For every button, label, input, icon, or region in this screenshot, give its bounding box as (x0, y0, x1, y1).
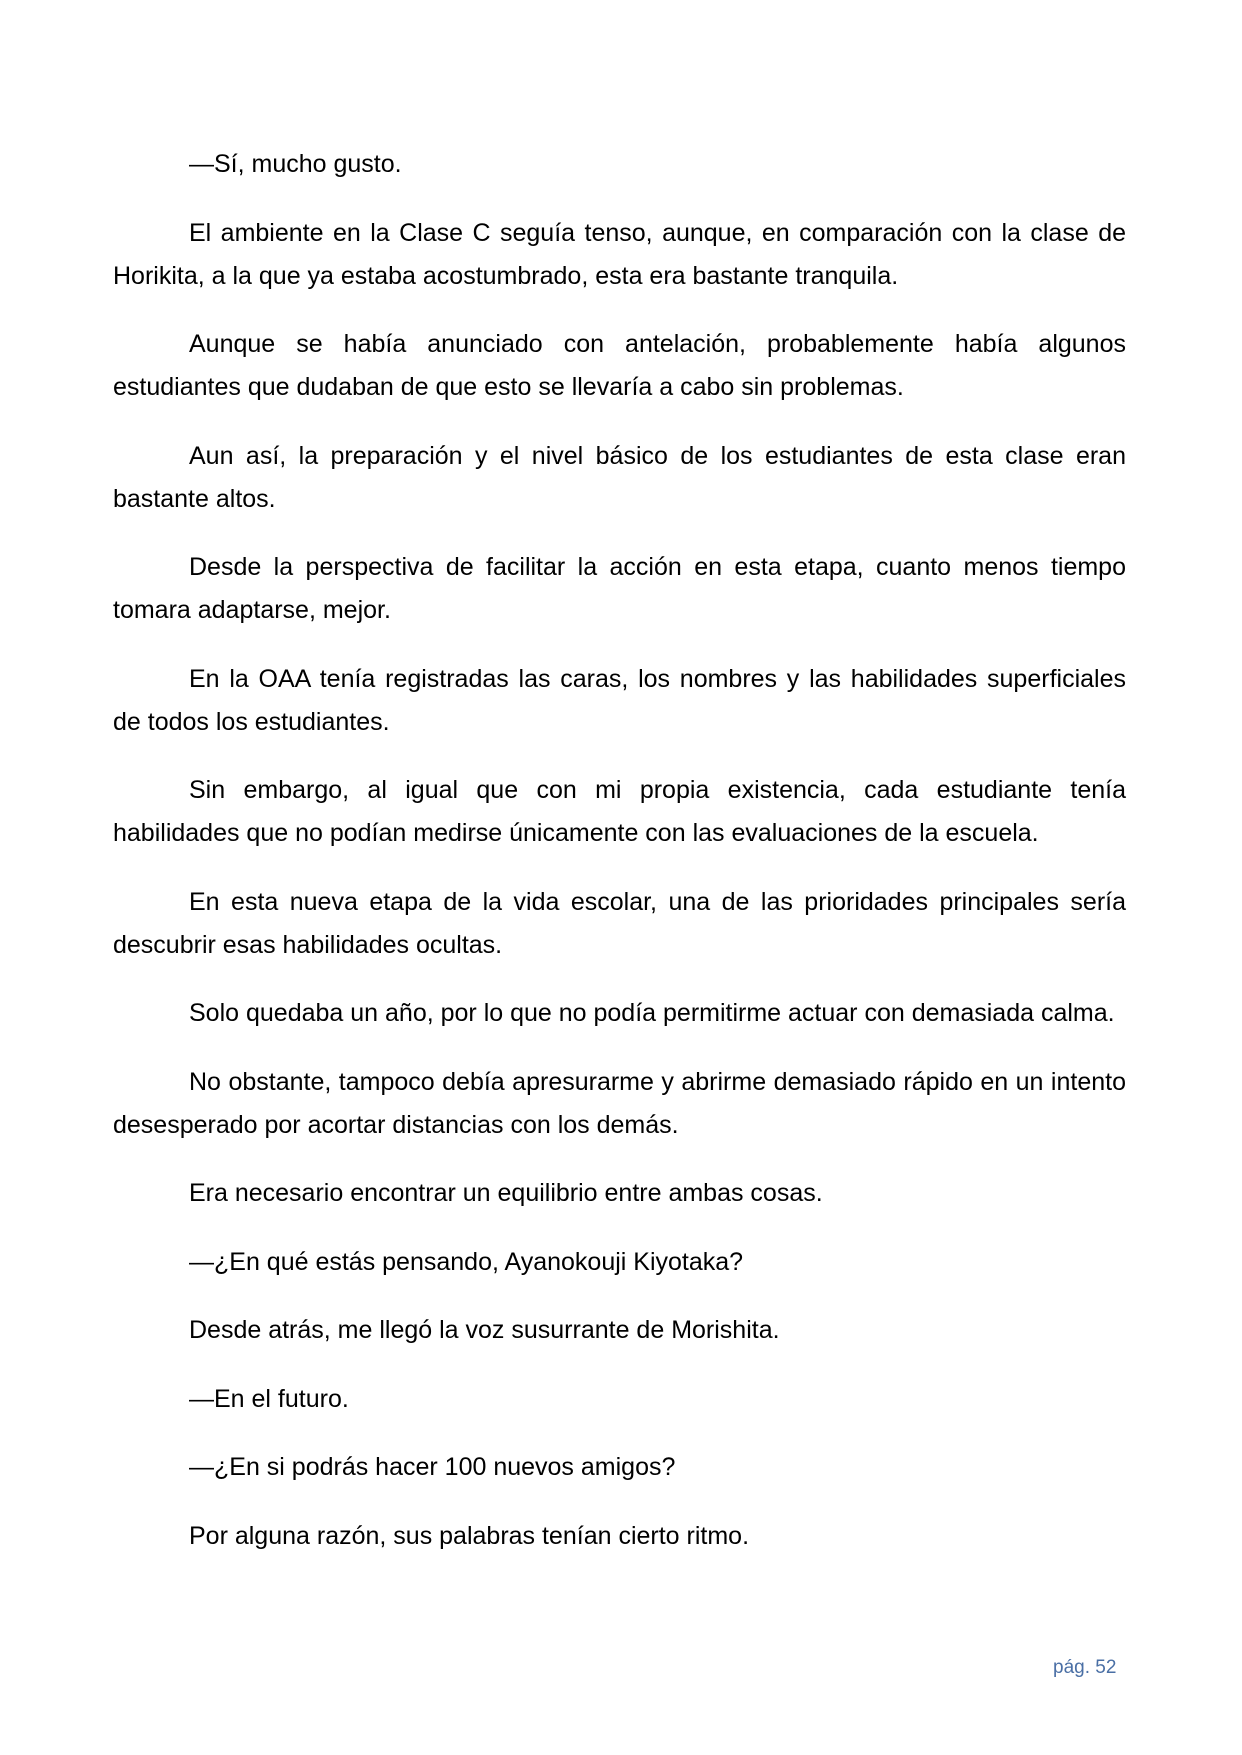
paragraph: Desde atrás, me llegó la voz susurrante de Morishita. (189, 1316, 780, 1344)
paragraph: El ambiente en la Clase C seguía tenso, aunque, en comparación con la clase de Horikita, a la que ya estaba acostumbrado, esta era bastante tranquila. (113, 218, 1126, 290)
paragraph: —En el futuro. (189, 1384, 349, 1413)
paragraph: En la OAA tenía registradas las caras, los nombres y las habilidades superficiales de todos los estudiantes. (113, 664, 1126, 736)
paragraph: Aun así, la preparación y el nivel básico de los estudiantes de esta clase eran bastante altos. (113, 441, 1126, 513)
paragraph: No obstante, tampoco debía apresurarme y abrirme demasiado rápido en un intento desesperado por acortar distancias con los demás. (113, 1067, 1126, 1139)
paragraph: —¿En qué estás pensando, Ayanokouji Kiyotaka? (189, 1247, 744, 1276)
paragraph: En esta nueva etapa de la vida escolar, una de las prioridades principales sería descubrir esas habilidades ocultas. (113, 887, 1126, 959)
paragraph: Por alguna razón, sus palabras tenían cierto ritmo. (189, 1521, 750, 1550)
paragraph: Sin embargo, al igual que con mi propia existencia, cada estudiante tenía habilidades que no podían medirse únicamente con las evaluaciones de la escuela. (113, 776, 1126, 847)
paragraph: Era necesario encontrar un equilibrio entre ambas cosas. (189, 1179, 823, 1207)
paragraph: —Sí, mucho gusto. (189, 150, 402, 178)
paragraph: Aunque se había anunciado con antelación, probablemente había algunos estudiantes que dudaban de que esto se llevaría a cabo sin problemas. (113, 330, 1126, 401)
paragraph: Desde la perspectiva de facilitar la acción en esta etapa, cuanto menos tiempo tomara adaptarse, mejor. (113, 553, 1126, 624)
paragraph: Solo quedaba un año, por lo que no podía permitirme actuar con demasiada calma. (189, 999, 1115, 1027)
paragraph: —¿En si podrás hacer 100 nuevos amigos? (189, 1453, 676, 1481)
body-text (113, 143, 1126, 1583)
page-number: pág. 52 (1053, 1657, 1117, 1678)
